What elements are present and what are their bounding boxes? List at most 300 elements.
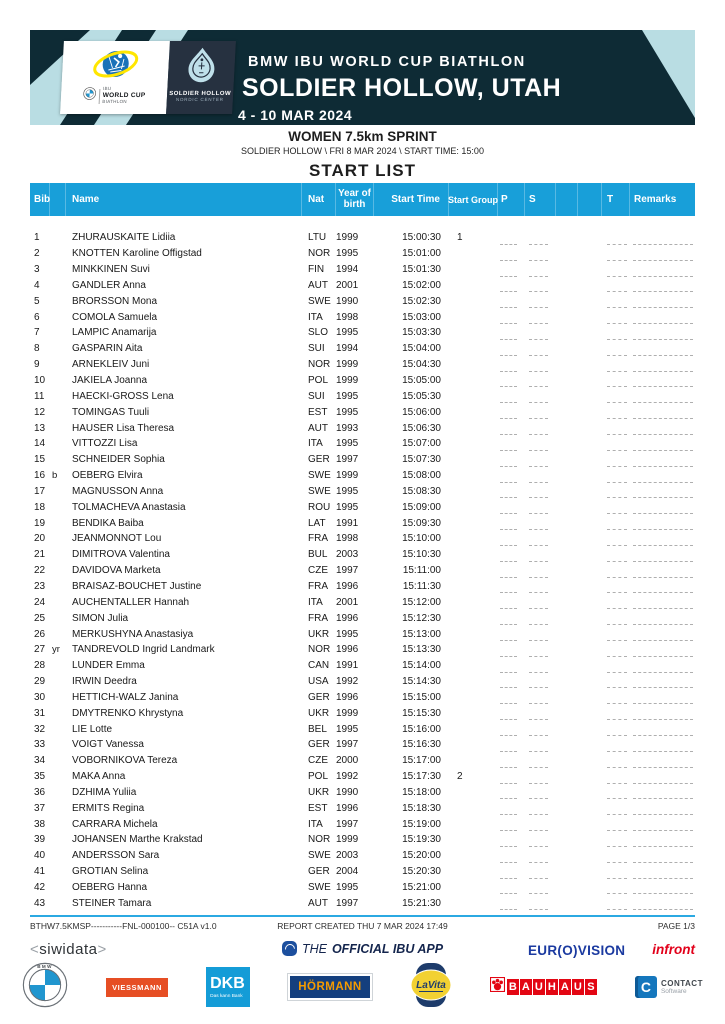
bib-cell: 14 (34, 438, 46, 450)
athlete-name-cell: DMYTRENKO Khrystyna (72, 707, 184, 719)
t-cell (602, 547, 630, 563)
ibu-app-icon (282, 941, 297, 956)
remarks-cell (630, 373, 695, 389)
remarks-cell (630, 689, 695, 705)
s-cell (525, 705, 556, 721)
remarks-cell (630, 278, 695, 294)
write-in-line (500, 260, 517, 261)
s-cell (525, 468, 556, 484)
write-in-line (529, 592, 548, 593)
bib-mark-cell (50, 785, 66, 801)
write-in-line (607, 260, 627, 261)
table-row (30, 721, 695, 737)
start-group-cell (449, 388, 498, 404)
s-cell (525, 484, 556, 500)
athlete-name-cell: GANDLER Anna (72, 279, 146, 291)
ibu-series-label: WORLD CUP (102, 92, 146, 100)
blank-cell (556, 515, 578, 531)
year-of-birth-cell: 2003 (336, 549, 359, 561)
table-row (30, 705, 695, 721)
s-cell (525, 785, 556, 801)
remarks-cell (630, 341, 695, 357)
bib-cell: 32 (34, 723, 46, 735)
bauhaus-letter-tile: H (546, 979, 558, 995)
remarks-cell (630, 594, 695, 610)
blank-cell (578, 880, 602, 896)
athlete-name-cell: TOMINGAS Tuuli (72, 406, 150, 418)
t-cell (602, 864, 630, 880)
s-cell (525, 626, 556, 642)
write-in-line (529, 608, 548, 609)
table-header-row (30, 183, 695, 216)
nation-cell: ITA (308, 818, 323, 830)
banner-date-range: 4 - 10 MAR 2024 (238, 107, 353, 123)
banner-series-title: BMW IBU WORLD CUP BIATHLON (248, 54, 526, 70)
blank-cell (578, 515, 602, 531)
start-time-cell: 15:21:30 (402, 897, 441, 909)
dkb-slogan: Das kann Bank (210, 993, 243, 999)
bib-cell: 17 (34, 485, 46, 497)
t-cell (602, 293, 630, 309)
start-time-cell: 15:06:30 (402, 422, 441, 434)
blank-cell (578, 563, 602, 579)
p-cell (498, 674, 525, 690)
nation-cell: LAT (308, 517, 326, 529)
p-cell (498, 293, 525, 309)
bib-cell: 23 (34, 580, 46, 592)
p-cell (498, 436, 525, 452)
write-in-line (500, 402, 517, 403)
water-drop-icon (182, 46, 220, 89)
blank-cell (556, 420, 578, 436)
nation-cell: SUI (308, 343, 325, 355)
write-in-line (607, 291, 627, 292)
start-group-cell (449, 785, 498, 801)
athlete-name-cell: HAUSER Lisa Theresa (72, 422, 175, 434)
write-in-line (500, 371, 517, 372)
remarks-cell (630, 246, 695, 262)
write-in-line (500, 545, 517, 546)
event-banner (30, 30, 695, 125)
blank-cell (556, 610, 578, 626)
athlete-name-cell: TOLMACHEVA Anastasia (72, 501, 186, 513)
athlete-name-cell: JEANMONNOT Lou (72, 533, 162, 545)
year-of-birth-cell: 1993 (336, 422, 359, 434)
write-in-line (633, 592, 693, 593)
athlete-name-cell: SIMON Julia (72, 612, 129, 624)
blank-cell (578, 262, 602, 278)
column-header-mark (50, 183, 66, 216)
p-cell (498, 832, 525, 848)
blank-cell (556, 357, 578, 373)
athlete-name-cell: ANDERSSON Sara (72, 850, 160, 862)
blank-cell (578, 800, 602, 816)
write-in-line (633, 656, 693, 657)
blank-cell (578, 309, 602, 325)
year-of-birth-cell: 1995 (336, 628, 359, 640)
s-cell (525, 579, 556, 595)
blank-cell (578, 547, 602, 563)
p-cell (498, 785, 525, 801)
athlete-name-cell: AUCHENTALLER Hannah (72, 596, 190, 608)
bib-mark-cell (50, 816, 66, 832)
blank-cell (556, 547, 578, 563)
blank-cell (556, 325, 578, 341)
write-in-line (607, 592, 627, 593)
table-row (30, 800, 695, 816)
write-in-line (500, 386, 517, 387)
p-cell (498, 880, 525, 896)
remarks-cell (630, 388, 695, 404)
remarks-cell (630, 230, 695, 246)
bib-mark-cell (50, 689, 66, 705)
t-cell (602, 404, 630, 420)
remarks-cell (630, 309, 695, 325)
nation-cell: POL (308, 375, 329, 387)
write-in-line (607, 656, 627, 657)
write-in-line (607, 450, 627, 451)
blank-cell (578, 816, 602, 832)
start-group-cell (449, 515, 498, 531)
write-in-line (500, 798, 517, 799)
blank-cell (578, 436, 602, 452)
athlete-name-cell: JAKIELA Joanna (72, 375, 148, 387)
write-in-line (633, 719, 693, 720)
blank-cell (556, 832, 578, 848)
start-group-cell (449, 579, 498, 595)
write-in-line (607, 276, 627, 277)
start-time-cell: 15:19:00 (402, 818, 441, 830)
write-in-line (607, 545, 627, 546)
write-in-line (633, 497, 693, 498)
write-in-line (529, 260, 548, 261)
eurovision-logo: EUR(O)VISION (528, 943, 626, 958)
blank-cell (578, 785, 602, 801)
write-in-line (607, 703, 627, 704)
write-in-line (500, 624, 517, 625)
blank-cell (578, 325, 602, 341)
table-row (30, 864, 695, 880)
bib-cell: 20 (34, 533, 46, 545)
remarks-cell (630, 262, 695, 278)
p-cell (498, 895, 525, 911)
t-cell (602, 610, 630, 626)
s-cell (525, 515, 556, 531)
athlete-name-cell: IRWIN Deedra (72, 676, 137, 688)
year-of-birth-cell: 1998 (336, 311, 359, 323)
bib-cell: 12 (34, 406, 46, 418)
blank-cell (556, 373, 578, 389)
start-group-cell (449, 689, 498, 705)
athlete-name-cell: TANDREVOLD Ingrid Landmark (72, 644, 215, 656)
nation-cell: UKR (308, 707, 330, 719)
bib-mark-cell (50, 753, 66, 769)
write-in-line (633, 291, 693, 292)
write-in-line (607, 323, 627, 324)
year-of-birth-cell: 2000 (336, 755, 359, 767)
start-time-cell: 15:09:00 (402, 501, 441, 513)
start-time-cell: 15:07:30 (402, 454, 441, 466)
bauhaus-logo (490, 977, 597, 997)
blank-cell (556, 769, 578, 785)
blank-cell (556, 452, 578, 468)
start-time-cell: 15:03:30 (402, 327, 441, 339)
athlete-name-cell: MERKUSHYNA Anastasiya (72, 628, 194, 640)
column-header-p: P (498, 183, 525, 216)
t-cell (602, 388, 630, 404)
footer-divider (30, 915, 695, 917)
remarks-cell (630, 468, 695, 484)
column-header-start-group: Start Group (449, 183, 498, 216)
hoermann-logo: HÖRMANN (288, 974, 372, 1000)
nation-cell: UKR (308, 628, 330, 640)
start-time-cell: 15:09:30 (402, 517, 441, 529)
write-in-line (607, 783, 627, 784)
blank-cell (578, 373, 602, 389)
athlete-name-cell: ZHURAUSKAITE Lidiia (72, 232, 176, 244)
write-in-line (500, 339, 517, 340)
start-time-cell: 15:01:30 (402, 264, 441, 276)
t-cell (602, 642, 630, 658)
blank-cell (578, 594, 602, 610)
blank-cell (578, 864, 602, 880)
dkb-wordmark: DKB (210, 974, 245, 992)
write-in-line (607, 719, 627, 720)
blank-cell (556, 230, 578, 246)
page-number: PAGE 1/3 (657, 921, 695, 931)
bib-cell: 43 (34, 897, 46, 909)
blank-cell (556, 753, 578, 769)
year-of-birth-cell: 1995 (336, 390, 359, 402)
blank-cell (578, 357, 602, 373)
write-in-line (607, 529, 627, 530)
bauhaus-letter-tile: A (520, 979, 532, 995)
bib-cell: 38 (34, 818, 46, 830)
s-cell (525, 547, 556, 563)
athlete-name-cell: CARRARA Michela (72, 818, 158, 830)
start-group-cell (449, 547, 498, 563)
nation-cell: FRA (308, 612, 328, 624)
bib-cell: 42 (34, 882, 46, 894)
start-time-cell: 15:04:30 (402, 359, 441, 371)
athlete-name-cell: VOIGT Vanessa (72, 739, 144, 751)
s-cell (525, 357, 556, 373)
p-cell (498, 309, 525, 325)
write-in-line (500, 814, 517, 815)
nation-cell: NOR (308, 644, 331, 656)
athlete-name-cell: DIMITROVA Valentina (72, 549, 170, 561)
table-row (30, 357, 695, 373)
nation-cell: FRA (308, 533, 328, 545)
year-of-birth-cell: 1995 (336, 882, 359, 894)
write-in-line (607, 846, 627, 847)
p-cell (498, 737, 525, 753)
athlete-name-cell: MAGNUSSON Anna (72, 485, 164, 497)
start-time-cell: 15:11:00 (402, 565, 441, 577)
blank-cell (578, 753, 602, 769)
start-group-cell (449, 309, 498, 325)
page-title: START LIST (309, 161, 416, 180)
start-group-cell (449, 452, 498, 468)
write-in-line (500, 434, 517, 435)
nation-cell: LTU (308, 232, 327, 244)
bib-mark-cell (50, 895, 66, 911)
remarks-cell (630, 753, 695, 769)
nation-cell: BEL (308, 723, 327, 735)
remarks-cell (630, 531, 695, 547)
table-row (30, 563, 695, 579)
year-of-birth-cell: 1997 (336, 454, 359, 466)
write-in-line (529, 798, 548, 799)
table-row (30, 499, 695, 515)
ibu-globe-icon (92, 44, 140, 86)
year-of-birth-cell: 1992 (336, 771, 359, 783)
blank-cell (556, 705, 578, 721)
bib-cell: 22 (34, 565, 46, 577)
blank-cell (578, 404, 602, 420)
column-header-name: Name (66, 183, 302, 216)
bmw-mini-roundel-icon (82, 87, 96, 105)
athlete-name-cell: GROTIAN Selina (72, 866, 149, 878)
blank-cell (578, 658, 602, 674)
table-row (30, 753, 695, 769)
write-in-line (633, 909, 693, 910)
table-row (30, 769, 695, 785)
remarks-cell (630, 404, 695, 420)
blank-cell (556, 468, 578, 484)
bib-cell: 9 (34, 359, 40, 371)
remarks-cell (630, 484, 695, 500)
bib-mark-cell (50, 420, 66, 436)
write-in-line (500, 529, 517, 530)
athlete-name-cell: COMOLA Samuela (72, 311, 158, 323)
start-time-cell: 15:20:00 (402, 850, 441, 862)
start-group-cell (449, 832, 498, 848)
bib-mark-cell (50, 769, 66, 785)
ibu-sport-label: BIATHLON (102, 98, 128, 104)
bib-cell: 26 (34, 628, 46, 640)
column-header-remarks: Remarks (634, 194, 677, 205)
lavita-logo (410, 962, 452, 1013)
write-in-line (529, 814, 548, 815)
table-row (30, 579, 695, 595)
bib-mark-cell (50, 848, 66, 864)
start-group-cell (449, 262, 498, 278)
blank-cell (578, 705, 602, 721)
p-cell (498, 499, 525, 515)
s-cell (525, 278, 556, 294)
blank-cell (556, 658, 578, 674)
start-group-cell (449, 895, 498, 911)
remarks-cell (630, 642, 695, 658)
s-cell (525, 341, 556, 357)
start-group-cell (449, 610, 498, 626)
write-in-line (633, 355, 693, 356)
write-in-line (633, 386, 693, 387)
year-of-birth-cell: 1995 (336, 438, 359, 450)
write-in-line (633, 513, 693, 514)
year-of-birth-cell: 1996 (336, 612, 359, 624)
p-cell (498, 404, 525, 420)
viessmann-logo: VIESSMANN (106, 978, 168, 997)
write-in-line (529, 878, 548, 879)
nation-cell: AUT (308, 897, 328, 909)
year-of-birth-cell: 1995 (336, 406, 359, 418)
remarks-cell (630, 769, 695, 785)
bib-mark-cell (50, 610, 66, 626)
remarks-cell (630, 563, 695, 579)
start-group-cell (449, 531, 498, 547)
start-group-cell (449, 594, 498, 610)
table-row (30, 594, 695, 610)
start-group-cell (449, 737, 498, 753)
t-cell (602, 484, 630, 500)
athlete-name-cell: KNOTTEN Karoline Offigstad (72, 248, 202, 260)
write-in-line (529, 371, 548, 372)
write-in-line (633, 434, 693, 435)
start-group-cell (449, 484, 498, 500)
start-group-cell (449, 642, 498, 658)
blank-cell (556, 626, 578, 642)
nation-cell: AUT (308, 279, 328, 291)
start-time-cell: 15:17:30 (402, 771, 441, 783)
blank-cell (578, 278, 602, 294)
t-cell (602, 769, 630, 785)
bib-cell: 24 (34, 596, 46, 608)
write-in-line (500, 497, 517, 498)
ibu-world-cup-logo (60, 41, 170, 114)
blank-cell (578, 626, 602, 642)
bib-cell: 30 (34, 691, 46, 703)
write-in-line (633, 244, 693, 245)
write-in-line (500, 783, 517, 784)
table-row (30, 626, 695, 642)
write-in-line (529, 751, 548, 752)
p-cell (498, 246, 525, 262)
contact-software-logo (635, 976, 703, 998)
t-cell (602, 373, 630, 389)
nation-cell: ITA (308, 438, 323, 450)
logo-divider (98, 89, 100, 104)
write-in-line (633, 307, 693, 308)
blank-cell (556, 674, 578, 690)
table-row (30, 816, 695, 832)
bib-mark-cell: b (52, 470, 58, 482)
bib-mark-cell (50, 246, 66, 262)
start-group-cell (449, 341, 498, 357)
year-of-birth-cell: 1996 (336, 580, 359, 592)
p-cell (498, 357, 525, 373)
write-in-line (607, 434, 627, 435)
blank-cell (556, 278, 578, 294)
write-in-line (529, 307, 548, 308)
t-cell (602, 737, 630, 753)
contact-sub-label: Software (660, 987, 687, 995)
t-cell (602, 309, 630, 325)
write-in-line (500, 846, 517, 847)
write-in-line (500, 687, 517, 688)
s-cell (525, 452, 556, 468)
table-row (30, 341, 695, 357)
blank-cell (556, 737, 578, 753)
start-group-cell (449, 246, 498, 262)
table-row (30, 689, 695, 705)
write-in-line (500, 703, 517, 704)
t-cell (602, 579, 630, 595)
write-in-line (633, 687, 693, 688)
start-group-cell (449, 753, 498, 769)
bauhaus-letter-tile: S (585, 979, 597, 995)
